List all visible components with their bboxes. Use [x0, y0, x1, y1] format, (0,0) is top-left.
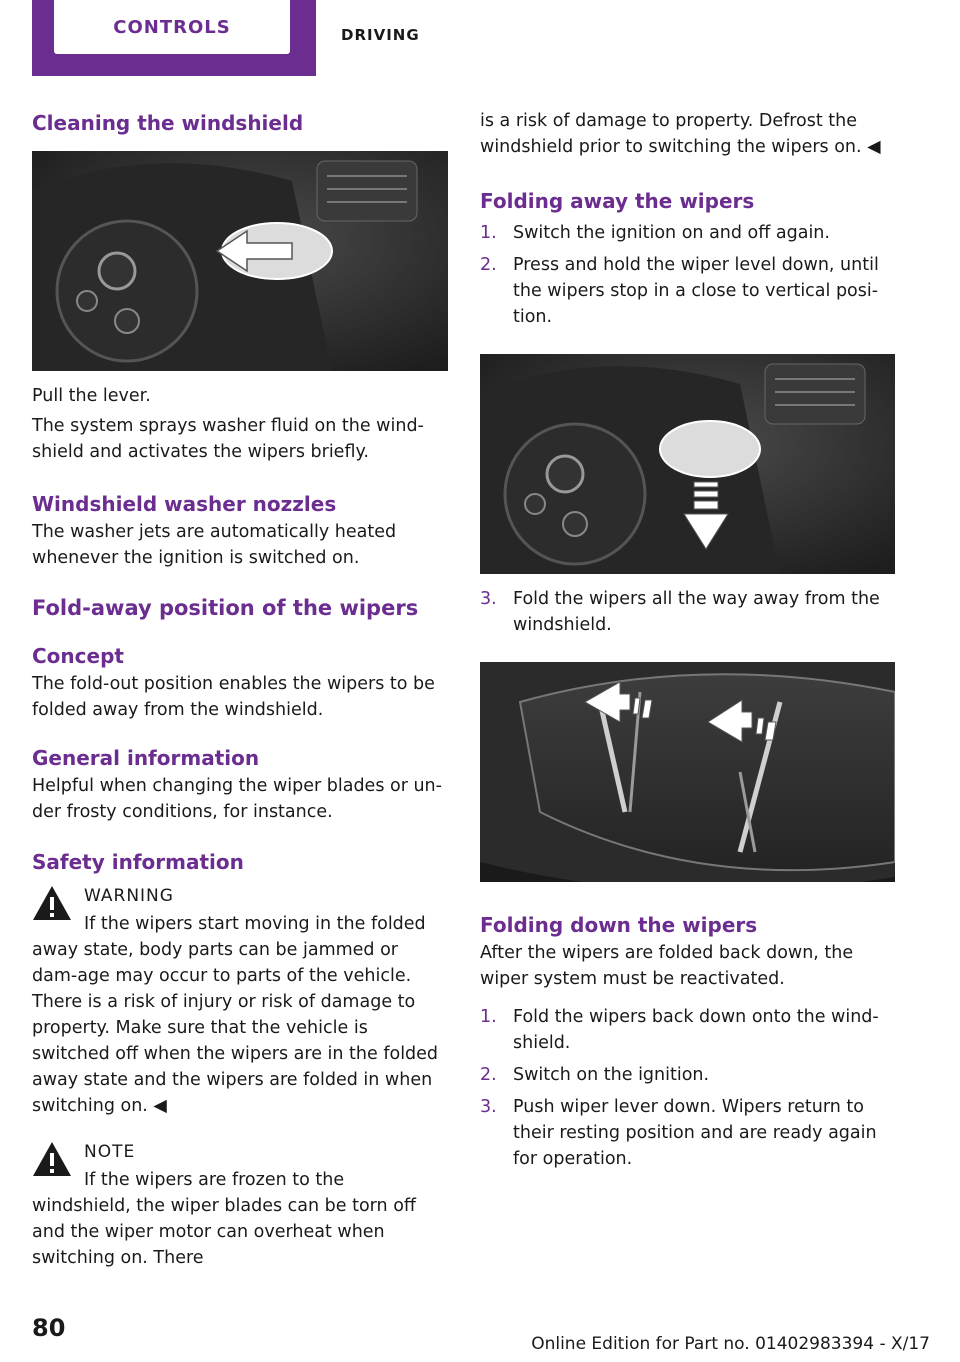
- step-item: [480, 586, 896, 638]
- text-general-information: Helpful when changing the wiper blades or un‐der frosty conditions, for instance.: [32, 776, 442, 822]
- edition-text: Online Edition for Part no. 01402983394 - X/17: [531, 1334, 930, 1354]
- step-number: 2.: [480, 255, 497, 275]
- step-text: Press and hold the wiper level down, until the wipers stop in a close to vertical posi‐tion.: [513, 255, 879, 327]
- text-concept: The fold-out position enables the wipers to be folded away from the windshield.: [32, 674, 435, 720]
- steps-folding-away: [480, 220, 896, 330]
- note-text: If the wipers are frozen to the windshield, the wiper blades can be torn off and the wiper motor can overheat when switching on. There: [32, 1170, 416, 1268]
- figure-wipers-folded-away: [480, 662, 895, 882]
- heading-fold-away-position: Fold-away position of the wipers: [32, 596, 419, 620]
- warning-text: If the wipers start moving in the folded away state, body parts can be jammed or dam‐age may occur to parts of the vehicle. There is a risk of injury or risk of damage to property. Make sure that the vehicle is switched off when the wipers are in the folded away state and the wipers are folded in when switching on. ◀: [32, 914, 439, 1116]
- step-number: 1.: [480, 1007, 497, 1027]
- warning-icon: [32, 885, 72, 921]
- step-item: [480, 220, 896, 246]
- note-block: [32, 1139, 448, 1165]
- step-item: [480, 1094, 896, 1172]
- text-washer-nozzles: The washer jets are automatically heated whenever the ignition is switched on.: [32, 522, 397, 568]
- text-continued-risk: is a risk of damage to property. Defrost the windshield prior to switching the wipers on. ◀: [480, 111, 881, 157]
- steps-folding-down: [480, 1004, 896, 1172]
- left-column: [32, 108, 448, 1271]
- heading-washer-nozzles: Windshield washer nozzles: [32, 492, 337, 516]
- step-number: 2.: [480, 1065, 497, 1085]
- step-text: Fold the wipers all the way away from the windshield.: [513, 589, 880, 635]
- warning-block: [32, 883, 448, 909]
- heading-safety-information: Safety information: [32, 850, 244, 874]
- note-warning-icon: [32, 1141, 72, 1177]
- heading-general-information: General information: [32, 746, 260, 770]
- right-column: [480, 108, 896, 1172]
- note-label: NOTE: [84, 1142, 136, 1162]
- step-text: Fold the wipers back down onto the wind‐shield.: [513, 1007, 879, 1053]
- steps-folding-away-continued: [480, 586, 896, 638]
- step-text: Switch on the ignition.: [513, 1065, 710, 1085]
- heading-folding-away: Folding away the wipers: [480, 189, 755, 213]
- step-text: Switch the ignition on and off again.: [513, 223, 830, 243]
- step-item: [480, 1004, 896, 1056]
- tab-controls[interactable]: CONTROLS: [54, 0, 290, 54]
- warning-label: WARNING: [84, 886, 174, 906]
- step-number: 1.: [480, 223, 497, 243]
- step-text: Push wiper lever down. Wipers return to their resting position and are ready again for operation.: [513, 1097, 877, 1169]
- step-number: 3.: [480, 1097, 497, 1117]
- text-system-sprays: The system sprays washer fluid on the wind‐shield and activates the wipers briefly.: [32, 416, 424, 462]
- step-item: [480, 252, 896, 330]
- text-pull-lever: Pull the lever.: [32, 386, 151, 406]
- heading-concept: Concept: [32, 644, 124, 668]
- heading-folding-down: Folding down the wipers: [480, 913, 758, 937]
- step-number: 3.: [480, 589, 497, 609]
- step-item: [480, 1062, 896, 1088]
- tab-driving[interactable]: DRIVING: [341, 26, 420, 44]
- page-number: 80: [32, 1314, 66, 1342]
- text-folding-down: After the wipers are folded back down, the wiper system must be reactivated.: [480, 943, 854, 989]
- heading-cleaning-windshield: Cleaning the windshield: [32, 111, 304, 135]
- figure-wiper-lever-pull: [32, 151, 448, 371]
- figure-wiper-lever-press-down: [480, 354, 895, 574]
